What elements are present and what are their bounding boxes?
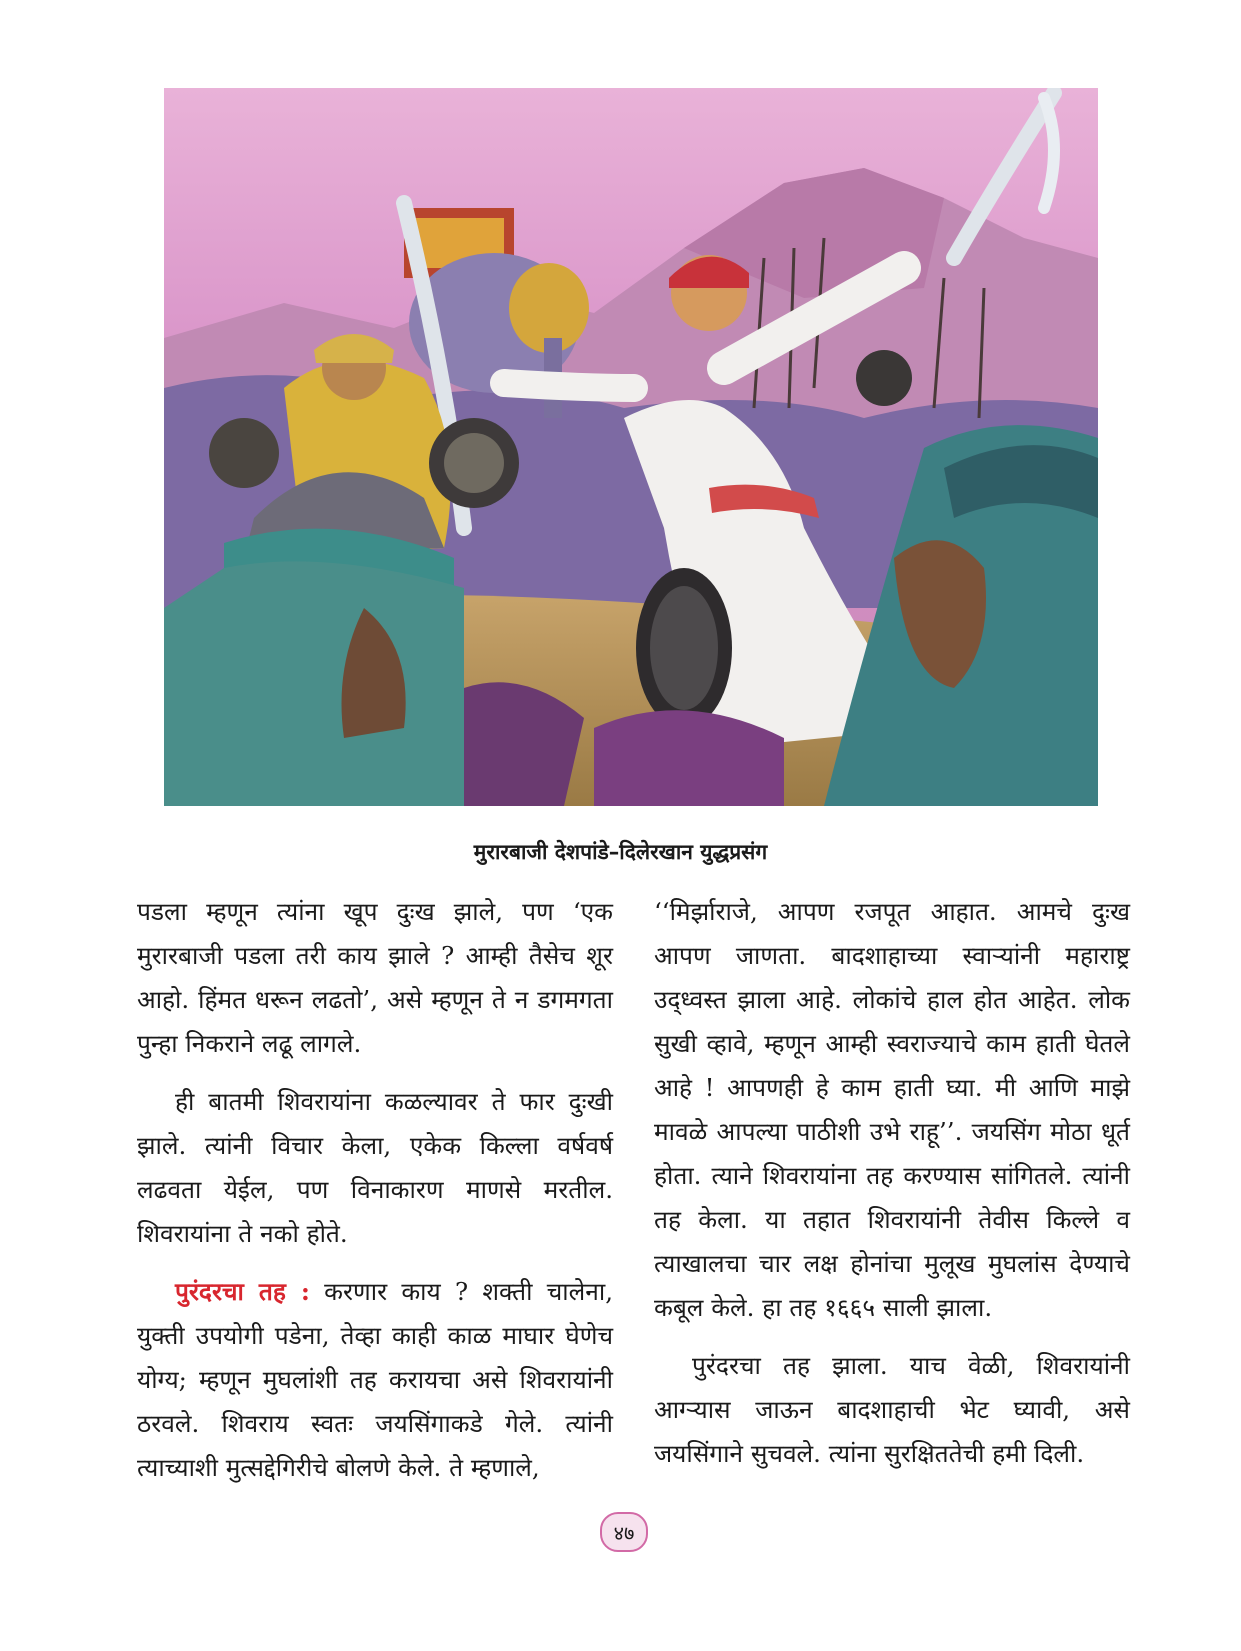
right-text-column <box>654 890 1130 1490</box>
illustration-caption: मुरारबाजी देशपांडे–दिलेरखान युद्धप्रसंग <box>473 840 768 864</box>
left-paragraph-2: ही बातमी शिवरायांना कळल्यावर ते फार दुःखी झाले. त्यांनी विचार केला, एकेक किल्ला वर्षवर्ष लढवता येईल, पण विनाकारण माणसे मरतील. शिवरायांना ते नको होते. <box>137 1087 613 1248</box>
battle-illustration <box>164 88 1098 806</box>
right-paragraph-1: ‘‘मिर्झाराजे, आपण रजपूत आहात. आमचे दुःख आपण जाणता. बादशाहाच्या स्वाऱ्यांनी महाराष्ट्र उद्ध्वस्त झाला आहे. लोकांचे हाल होत आहेत. लोक सुखी व्हावे, म्हणून आम्ही स्वराज्याचे काम हाती घेतले आहे ! आपणही हे काम हाती घ्या. मी आणि माझे मावळे आपल्या पाठीशी उभे राहू’’. जयसिंग मोठा धूर्त होता. त्याने शिवरायांना तह करण्यास सांगितले. त्यांनी तह केला. या तहात शिवरायांनी तेवीस किल्ले व त्याखालचा चार लक्ष होनांचा मुलूख मुघलांस देण्याचे कबूल केले. हा तह १६६५ साली झाला. <box>654 897 1130 1322</box>
section-heading-purandar-treaty: पुरंदरचा तह : <box>175 1277 310 1306</box>
page-number: ४७ <box>600 1512 648 1552</box>
left-paragraph-1: पडला म्हणून त्यांना खूप दुःख झाले, पण ‘एक मुरारबाजी पडला तरी काय झाले ? आम्ही तैसेच शूर आहो. हिंमत धरून लढतो’, असे म्हणून ते न डगमगता पुन्हा निकराने लढू लागले. <box>137 897 613 1058</box>
right-paragraph-2: पुरंदरचा तह झाला. याच वेळी, शिवरायांनी आग्ऱ्यास जाऊन बादशाहाची भेट घ्यावी, असे जयसिंगाने सुचवले. त्यांना सुरक्षिततेची हमी दिली. <box>654 1351 1130 1468</box>
battle-scene-image <box>164 88 1098 806</box>
left-paragraph-3 <box>137 1270 613 1490</box>
left-text-column <box>137 890 613 1504</box>
left-paragraph-3-text: करणार काय ? शक्ती चालेना, युक्ती उपयोगी पडेना, तेव्हा काही काळ माघार घेणेच योग्य; म्हणून मुघलांशी तह करायचा असे शिवरायांनी ठरवले. शिवराय स्वतः जयसिंगाकडे गेले. त्यांनी त्याच्याशी मुत्सद्देगिरीचे बोलणे केले. ते म्हणाले, <box>137 1277 613 1482</box>
